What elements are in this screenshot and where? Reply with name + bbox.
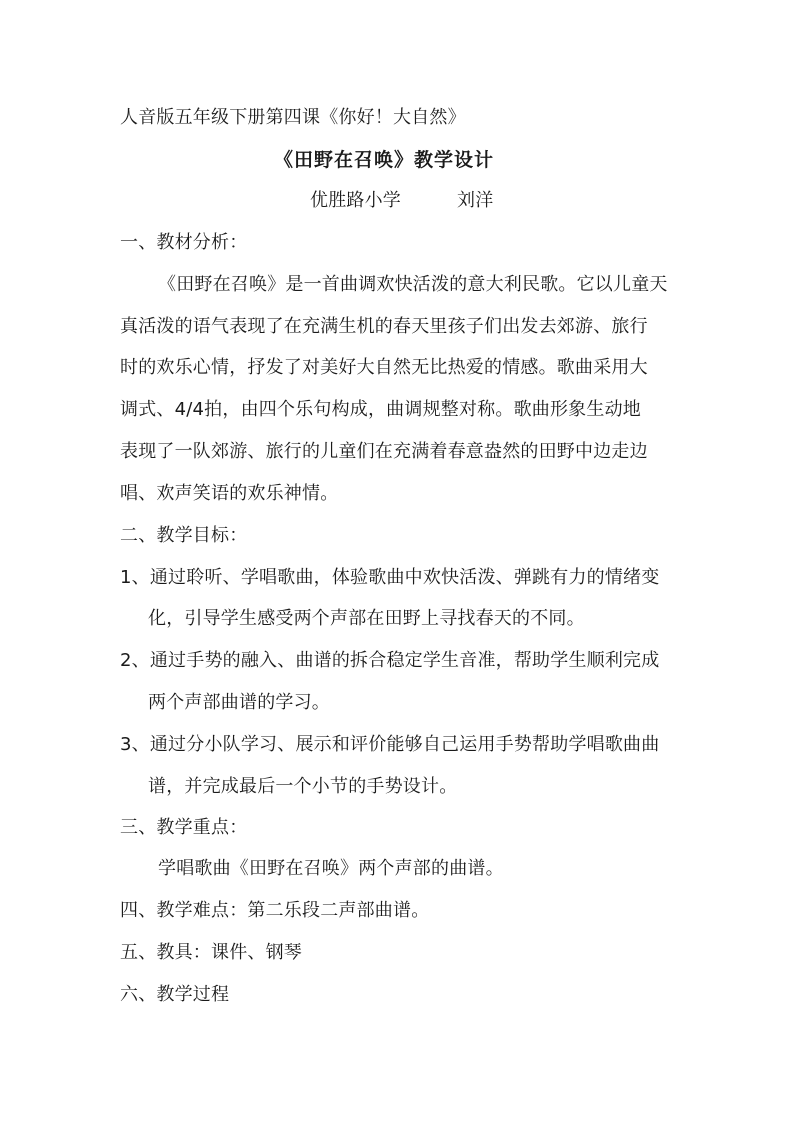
objective-item-line: 3、通过分小队学习、展示和评价能够自己运用手势帮助学唱歌曲曲 [120,734,660,755]
objective-item-line: 两个声部曲谱的学习。 [148,692,330,713]
section-heading-key-point: 三、教学重点： [120,817,248,838]
analysis-paragraph-line: 真活泼的语气表现了在充满生机的春天里孩子们出发去郊游、旅行 [120,316,648,337]
page-title: 《田野在召唤》教学设计 [274,149,495,171]
analysis-paragraph-line: 时的欢乐心情，抒发了对美好大自然无比热爱的情感。歌曲采用大 [120,357,648,378]
analysis-paragraph-line: 调式、4/4拍，由四个乐句构成，曲调规整对称。歌曲形象生动地 [120,399,641,420]
analysis-paragraph-line: 唱、欢声笑语的欢乐神情。 [120,483,339,504]
objective-item-line: 1、通过聆听、学唱歌曲，体验歌曲中欢快活泼、弹跳有力的情绪变 [120,567,660,588]
section-heading-objectives: 二、教学目标： [120,525,248,546]
objective-item-line: 2、通过手势的融入、曲谱的拆合稳定学生音准，帮助学生顺利完成 [120,650,660,671]
section-heading-analysis: 一、教材分析： [120,232,248,253]
author-name: 刘洋 [457,190,494,211]
key-point-content: 学唱歌曲《田野在召唤》两个声部的曲谱。 [158,858,504,879]
objective-item-line: 化，引导学生感受两个声部在田野上寻找春天的不同。 [148,608,585,629]
analysis-paragraph-line: 《田野在召唤》是一首曲调欢快活泼的意大利民歌。它以儿童天 [158,274,668,295]
section-tools: 五、教具：课件、钢琴 [120,942,302,963]
section-process: 六、教学过程 [120,984,230,1005]
school-name: 优胜路小学 [310,190,401,211]
analysis-paragraph-line: 表现了一队郊游、旅行的儿童们在充满着春意盎然的田野中边走边 [120,441,648,462]
byline [310,189,493,213]
section-difficulty: 四、教学难点：第二乐段二声部曲谱。 [120,900,430,921]
objective-item-line: 谱，并完成最后一个小节的手势设计。 [148,776,458,797]
course-line: 人音版五年级下册第四课《你好！大自然》 [120,107,466,128]
